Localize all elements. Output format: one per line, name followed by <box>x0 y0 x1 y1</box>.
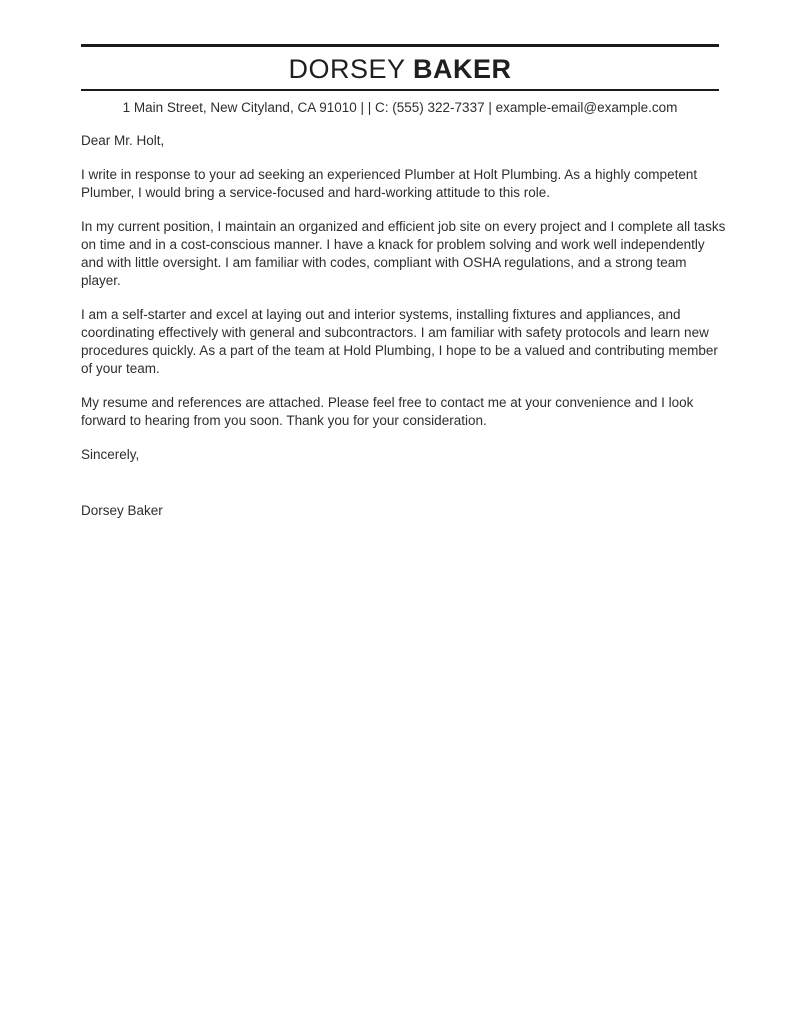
closing: Sincerely, <box>81 447 140 462</box>
body-paragraph: In my current position, I maintain an organized and efficient job site on every project and I complete all tasks on time and in a cost-conscious manner. I have a knack for problem solving and work well independently and with little oversight. I am familiar with codes, compliant with OSHA regulations, and a strong team player. <box>81 219 726 288</box>
salutation: Dear Mr. Holt, <box>81 133 165 148</box>
body-paragraph: My resume and references are attached. Please feel free to contact me at your convenience and I look forward to hearing from you soon. Thank you for your consideration. <box>81 395 694 428</box>
body-paragraph: I write in response to your ad seeking an experienced Plumber at Holt Plumbing. As a highly competent Plumber, I would bring a service-focused and hard-working attitude to this role. <box>81 167 698 200</box>
applicant-last-name: BAKER <box>413 54 512 84</box>
letter-masthead <box>81 44 719 91</box>
applicant-first-name: DORSEY <box>288 54 405 84</box>
signature: Dorsey Baker <box>81 503 163 518</box>
contact-line: 1 Main Street, New Cityland, CA 91010 | | C: (555) 322-7337 | example-email@example.com <box>122 100 678 115</box>
body-paragraph: I am a self-starter and excel at laying out and interior systems, installing fixtures and appliances, and coordinating effectively with general and subcontractors. I am familiar with safety protocols and learn new procedures quickly. As a part of the team at Hold Plumbing, I hope to be a valued and contributing member of your team. <box>81 307 718 376</box>
applicant-name <box>81 52 719 86</box>
letter-body <box>81 132 729 520</box>
